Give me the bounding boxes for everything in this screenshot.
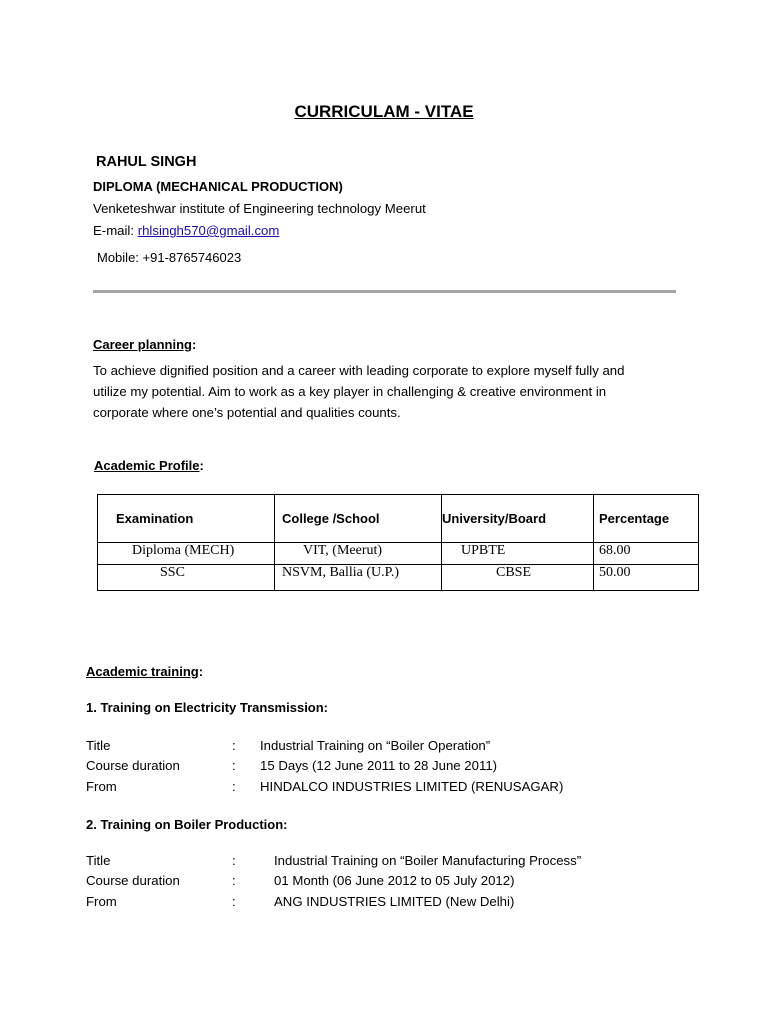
- field-label: From: [86, 894, 117, 909]
- career-line: corporate where one’s potential and qualities counts.: [93, 405, 401, 420]
- field-separator: :: [232, 758, 236, 773]
- field-value: HINDALCO INDUSTRIES LIMITED (RENUSAGAR): [260, 779, 564, 794]
- field-value: 15 Days (12 June 2011 to 28 June 2011): [260, 758, 498, 773]
- training-heading-line: [86, 664, 203, 679]
- career-heading-colon: :: [191, 337, 197, 352]
- mobile: Mobile: +91-8765746023: [97, 250, 242, 265]
- academic-heading-line: [94, 458, 204, 473]
- table-cell: NSVM, Ballia (U.P.): [275, 565, 442, 591]
- column-header: College /School: [275, 495, 442, 543]
- field-separator: :: [232, 873, 236, 888]
- career-heading: Career planning: [93, 337, 192, 352]
- email-link[interactable]: rhlsingh570@gmail.com: [137, 223, 280, 238]
- column-header: University/Board: [442, 495, 594, 543]
- career-line: To achieve dignified position and a career with leading corporate to explore myself fully and: [93, 363, 625, 378]
- training-heading-colon: :: [198, 664, 204, 679]
- career-line: utilize my potential. Aim to work as a key player in challenging & creative environment in: [93, 384, 607, 399]
- field-label: Title: [86, 738, 111, 753]
- academic-table: [97, 494, 699, 591]
- header-divider: [93, 290, 676, 293]
- field-label: Title: [86, 853, 111, 868]
- field-label: Course duration: [86, 758, 180, 773]
- field-separator: :: [232, 853, 236, 868]
- qualification: DIPLOMA (MECHANICAL PRODUCTION): [93, 179, 343, 194]
- document-title: CURRICULAM - VITAE: [294, 102, 474, 121]
- email-label: E-mail:: [93, 223, 135, 238]
- career-heading-line: [93, 337, 196, 352]
- field-separator: :: [232, 738, 236, 753]
- training-heading: Academic training: [86, 664, 199, 679]
- table-row: [98, 565, 699, 591]
- candidate-name: RAHUL SINGH: [96, 154, 197, 170]
- field-separator: :: [232, 779, 236, 794]
- column-header: Percentage: [594, 495, 699, 543]
- table-row: [98, 543, 699, 565]
- academic-heading-colon: :: [199, 458, 204, 473]
- table-cell: CBSE: [442, 565, 594, 591]
- training-item-heading: 2. Training on Boiler Production:: [86, 817, 288, 832]
- table-cell: Diploma (MECH): [98, 543, 275, 565]
- field-value: ANG INDUSTRIES LIMITED (New Delhi): [274, 894, 515, 909]
- field-separator: :: [232, 894, 236, 909]
- table-cell: VIT, (Meerut): [275, 543, 442, 565]
- field-value: Industrial Training on “Boiler Operation”: [260, 738, 491, 753]
- field-label: From: [86, 779, 117, 794]
- table-cell: 50.00: [594, 565, 699, 591]
- academic-heading: Academic Profile: [94, 458, 200, 473]
- email-line: [93, 223, 279, 238]
- column-header: Examination: [98, 495, 275, 543]
- table-cell: 68.00: [594, 543, 699, 565]
- table-cell: UPBTE: [442, 543, 594, 565]
- field-value: 01 Month (06 June 2012 to 05 July 2012): [274, 873, 515, 888]
- field-label: Course duration: [86, 873, 180, 888]
- table-cell: SSC: [98, 565, 275, 591]
- institute: Venketeshwar institute of Engineering technology Meerut: [93, 201, 426, 216]
- table-header-row: [98, 495, 699, 543]
- career-paragraph: [93, 360, 683, 423]
- field-value: Industrial Training on “Boiler Manufacturing Process”: [274, 853, 582, 868]
- training-item-heading: 1. Training on Electricity Transmission:: [86, 700, 329, 715]
